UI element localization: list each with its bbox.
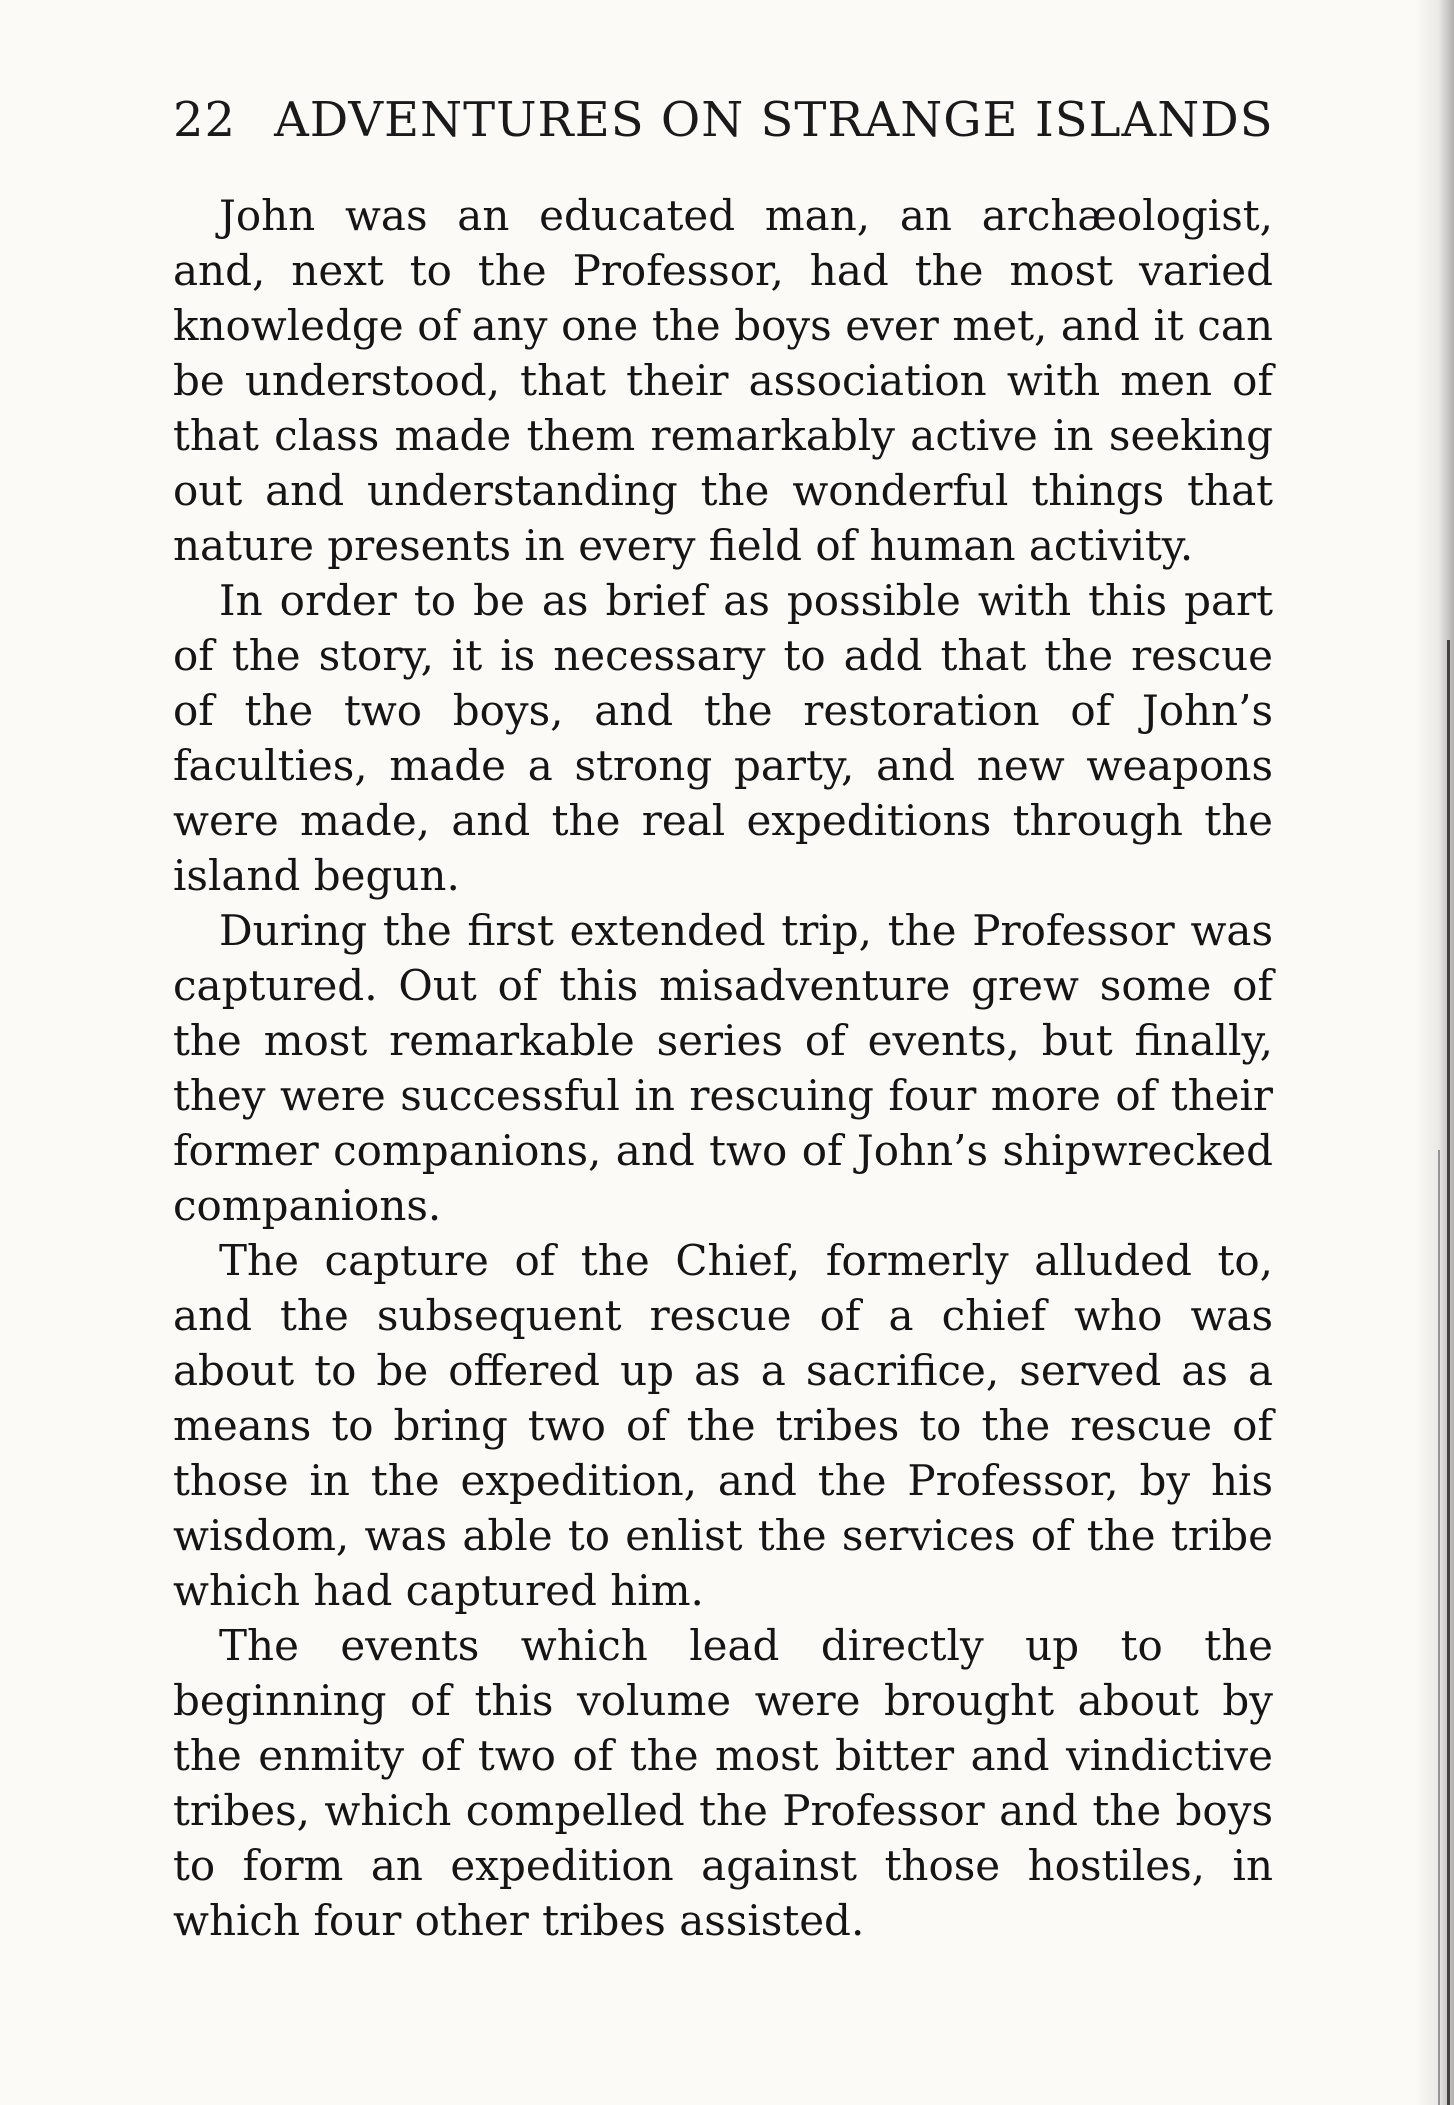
running-header: [173, 92, 1273, 162]
body-text: [173, 188, 1273, 1948]
binding-edge-inner: [1438, 1150, 1440, 2105]
paragraph: The events which lead directly up to the beginning of this volume were brought about by the enmity of two of the most bitter and vindictive tribes, which compelled the Professor and the boys to form an expedition against those hostiles, in which four other tribes assisted.: [173, 1621, 1273, 1945]
paragraph: The capture of the Chief, formerly alluded to, and the subsequent rescue of a chief who was about to be offered up as a sacrifice, served as a means to bring two of the tribes to the rescue of those in the expedition, and the Professor, by his wisdom, was able to enlist the services of the tribe which had captured him.: [173, 1236, 1273, 1615]
running-title: ADVENTURES ON STRANGE ISLANDS: [274, 92, 1274, 148]
paragraph: John was an educated man, an archæologist, and, next to the Professor, had the most varied knowledge of any one the boys ever met, and it can be understood, that their association with men of that class made them remarkably active in seeking out and understanding the wonderful things that nature presents in every field of human activity.: [173, 191, 1273, 570]
paragraph: During the first extended trip, the Professor was captured. Out of this misadventure grew some of the most remarkable series of events, but finally, they were successful in rescuing four more of their former companions, and two of John’s shipwrecked companions.: [173, 906, 1273, 1230]
paragraph: In order to be as brief as possible with this part of the story, it is necessary to add that the rescue of the two boys, and the restoration of John’s faculties, made a strong party, and new weapons were made, and the real expeditions through the island begun.: [173, 576, 1273, 900]
binding-edge: [1447, 640, 1450, 2105]
page-number: 22: [173, 92, 237, 148]
